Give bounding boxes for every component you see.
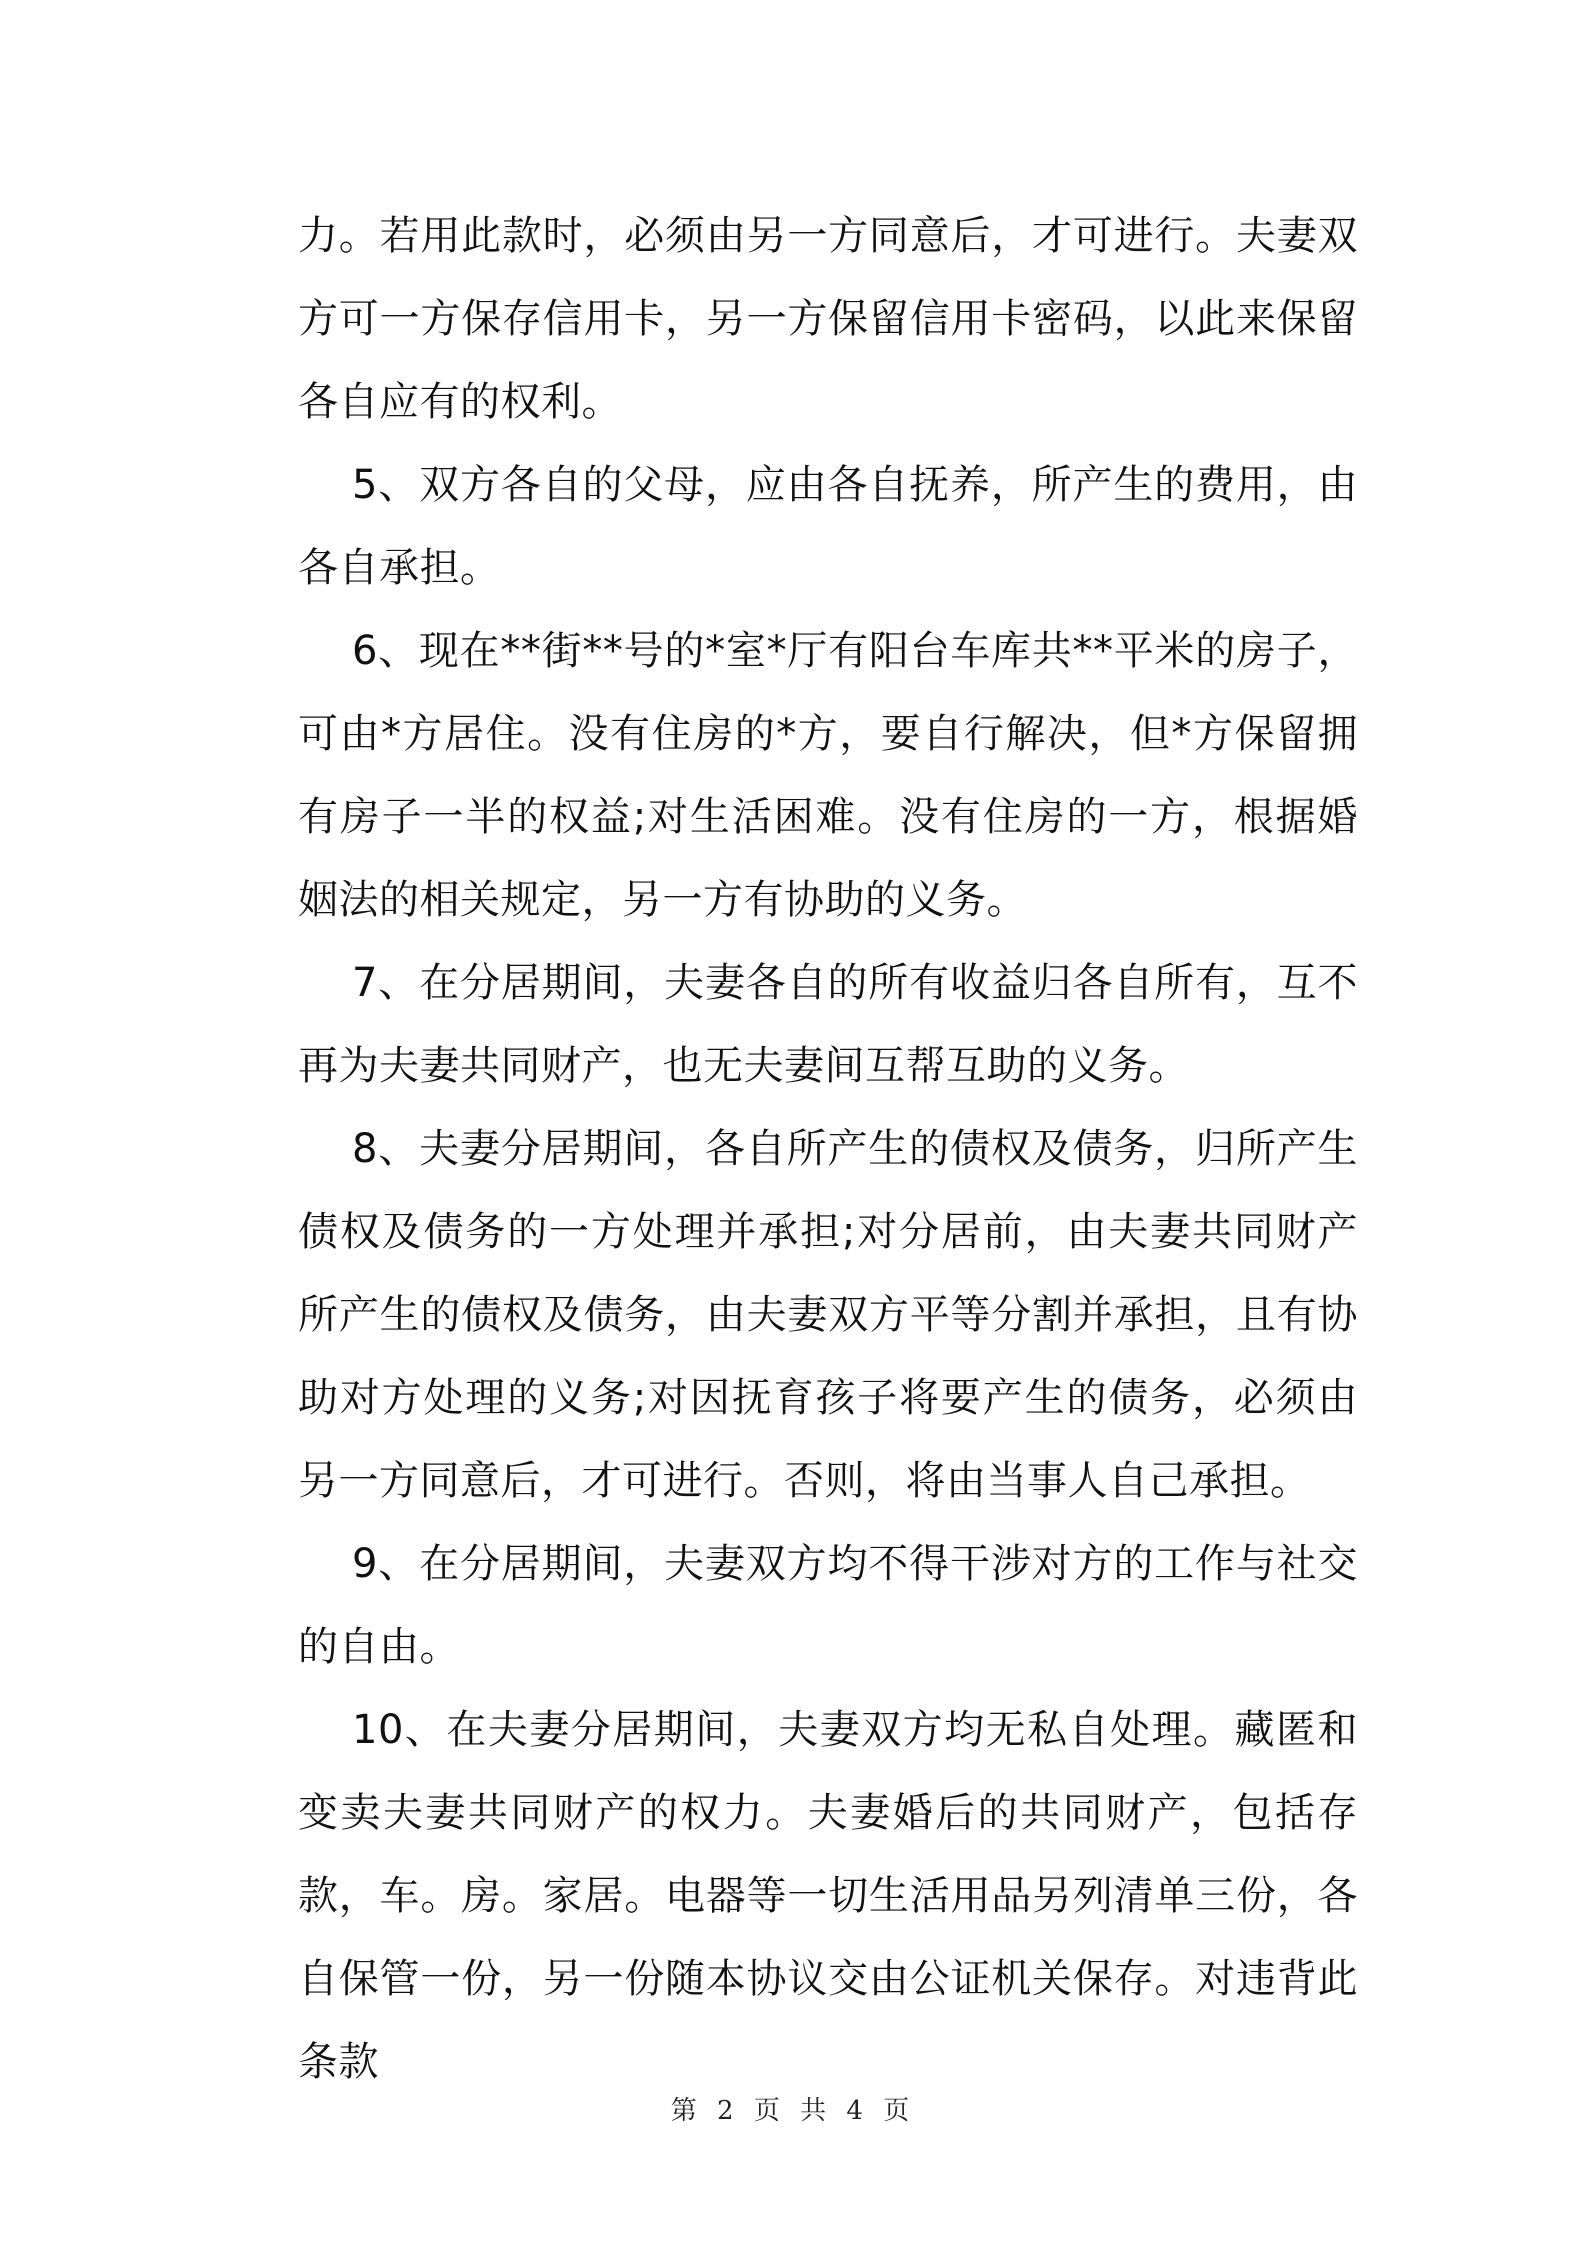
page-number-footer: 第 2 页 共 4 页: [670, 2096, 916, 2126]
document-body: [298, 195, 1358, 2104]
paragraph-clause-10: 10、在夫妻分居期间，夫妻双方均无私自处理。藏匿和变卖夫妻共同财产的权力。夫妻婚后的共同财产，包括存款，车。房。家居。电器等一切生活用品另列清单三份，各自保管一份，另一份随本协议交由公证机关保存。对违背此条款: [298, 1707, 1358, 2085]
paragraph-clause-5: 5、双方各自的父母，应由各自抚养，所产生的费用，由各自承担。: [298, 462, 1358, 591]
paragraph-continued-clause: 力。若用此款时，必须由另一方同意后，才可进行。夫妻双方可一方保存信用卡，另一方保留信用卡密码，以此来保留各自应有的权利。: [298, 213, 1358, 425]
paragraph-clause-6: 6、现在**街**号的*室*厅有阳台车库共**平米的房子，可由*方居住。没有住房的*方，要自行解决，但*方保留拥有房子一半的权益;对生活困难。没有住房的一方，根据婚姻法的相关规定，另一方有协助的义务。: [298, 628, 1358, 923]
paragraph-clause-8: 8、夫妻分居期间，各自所产生的债权及债务，归所产生债权及债务的一方处理并承担;对分居前，由夫妻共同财产所产生的债权及债务，由夫妻双方平等分割并承担，且有协助对方处理的义务;对因抚育孩子将要产生的债务，必须由另一方同意后，才可进行。否则，将由当事人自己承担。: [298, 1126, 1358, 1504]
paragraph-clause-9: 9、在分居期间，夫妻双方均不得干涉对方的工作与社交的自由。: [298, 1541, 1358, 1670]
paragraph-clause-7: 7、在分居期间，夫妻各自的所有收益归各自所有，互不再为夫妻共同财产，也无夫妻间互帮互助的义务。: [298, 960, 1358, 1089]
